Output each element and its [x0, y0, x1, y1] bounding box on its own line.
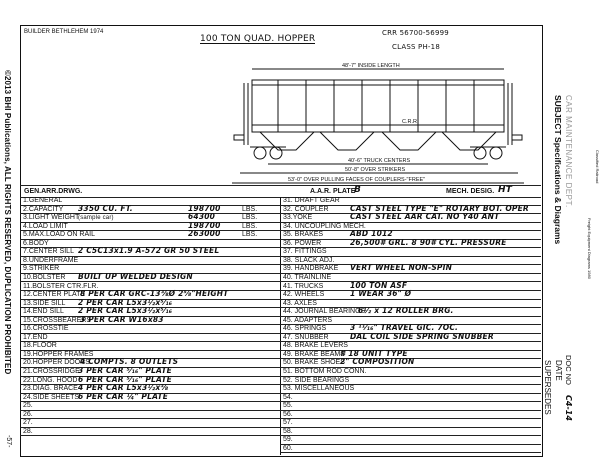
left-row-label: 4.LOAD LIMIT	[23, 222, 68, 230]
right-row-value: CAST STEEL TYPE "E" ROTARY BOT. OPER	[350, 203, 529, 213]
right-row-label: 42. WHEELS	[283, 291, 325, 299]
right-margin-line1: Classified Railroad	[595, 150, 600, 184]
right-row-label: 38. SLACK ADJ.	[283, 256, 335, 264]
left-row-label: 8.UNDERFRAME	[23, 256, 79, 264]
right-row-label: 45. ADAPTERS	[283, 316, 333, 324]
left-row-unit: LBS.	[242, 222, 258, 230]
subject-line: SUBJECT Specifications & Diagrams	[553, 95, 563, 245]
right-row-value: 6½ x 12 ROLLER BRG.	[358, 306, 454, 316]
right-row	[280, 359, 541, 368]
left-row-unit: LBS.	[242, 231, 258, 239]
left-row-label: 11.BOLSTER CTR.FLR.	[23, 282, 99, 290]
doc-no-label: DOC NO	[564, 355, 573, 385]
left-row-label: 16.CROSSTIE	[23, 325, 69, 333]
left-row-label: 22.LONG. HOOD	[23, 376, 78, 384]
right-row-value: 100 TON ASF	[350, 280, 408, 290]
left-row	[20, 402, 280, 411]
left-row	[20, 203, 280, 215]
right-row-label: 53. MISCELLANEOUS	[283, 385, 355, 393]
right-row-label: 33.YOKE	[283, 214, 313, 222]
right-row	[280, 274, 541, 283]
car-class: CLASS PH-18	[392, 43, 440, 51]
doc-no-value: C4-14	[564, 395, 573, 421]
left-row-value: 3 PER CAR W16x83	[80, 314, 164, 324]
left-row-value: 2 PER CAR L5x3½x⁵⁄₁₆	[78, 306, 173, 316]
left-row	[20, 411, 280, 420]
left-row-label: 1.GENERAL	[23, 197, 63, 204]
right-row	[280, 223, 541, 232]
car-numbers: CRR 56700-56999	[382, 29, 449, 37]
left-row	[20, 257, 280, 266]
right-row-label: 36. POWER	[283, 239, 322, 247]
right-row-value: # 18 UNIT TYPE	[340, 348, 408, 358]
aar-plate-value: B	[354, 185, 362, 195]
left-row-label: 6.BODY	[23, 239, 49, 247]
dim-truck-centers: 40'-6" TRUCK CENTERS	[348, 158, 411, 164]
left-row-label: 5.MAX.LOAD ON RAIL	[23, 231, 95, 239]
right-margin-line2: Freight Equipment Diagrams 1980	[587, 218, 592, 279]
right-row	[280, 331, 541, 343]
right-row	[280, 445, 541, 454]
right-row-label: 35. BRAKES	[283, 231, 324, 239]
left-row-unit: LBS.	[242, 205, 258, 213]
right-row	[280, 291, 541, 300]
dim-over-couplers: 53'-0" OVER PULLING FACES OF COUPLERS-"FREE"	[288, 177, 426, 183]
mech-desig-label: MECH. DESIG.	[446, 188, 495, 195]
left-row-label: 20.HOPPER DOORS	[23, 359, 90, 367]
right-row-label: 40. TRAINLINE	[283, 273, 332, 281]
right-row-value: 3 ¹¹⁄₁₆" TRAVEL GIC. 7OC.	[350, 323, 459, 333]
left-row-value: 6 PER CAR ⁵⁄₁₆" PLATE	[78, 374, 172, 384]
left-row-label: 23.DIAG. BRACE	[23, 385, 78, 393]
right-row-value: 26,500# GRL. 8 90# CYL. PRESSURE	[350, 237, 507, 247]
right-row-label: 32. COUPLER	[283, 205, 329, 213]
right-row-value: ABD 1012	[350, 229, 393, 239]
left-row-label: 26.	[23, 410, 33, 418]
left-row-label: 12.CENTER PLATE	[23, 291, 86, 299]
left-row-value: 6 PER CAR ¼" PLATE	[78, 391, 169, 401]
right-row-label: 37. FITTINGS	[283, 248, 327, 256]
car-title: 100 TON QUAD. HOPPER	[200, 34, 316, 44]
right-row	[280, 265, 541, 274]
left-row	[20, 231, 280, 240]
right-row	[280, 385, 541, 394]
right-row-value: DAL COIL SIDE SPRING SNUBBER	[350, 331, 494, 341]
left-row-weight: 263000	[188, 229, 221, 239]
left-row-label: 28.	[23, 427, 33, 435]
gen-arr-drwg: GEN.ARR.DRWG.	[24, 188, 83, 195]
stamp-line: CAR MAINTENANCE DEPT.	[564, 95, 573, 208]
right-row-label: 31. DRAFT GEAR	[283, 197, 340, 204]
left-row-label: 25.	[23, 402, 33, 410]
supersedes-label: SUPERSEDES	[543, 360, 552, 415]
aar-plate-label: A.A.R. PLATE	[310, 188, 356, 195]
right-row-label: 34. UNCOUPLING MECH.	[283, 222, 366, 230]
left-row	[20, 391, 280, 403]
right-row-label: 41. TRUCKS	[283, 282, 324, 290]
left-row	[20, 428, 280, 437]
left-row-label: 13.SIDE SILL	[23, 299, 66, 307]
left-row	[20, 220, 280, 232]
right-row	[280, 428, 541, 437]
mech-desig-value: HT	[498, 185, 513, 195]
right-row	[280, 342, 541, 351]
copyright-notice: ©2013 BHI Publications, ALL RIGHTS RESERVED, DUPLICATION PROHIBITED	[3, 70, 12, 375]
right-row-value: 2" COMPOSITION	[340, 357, 415, 367]
left-row	[20, 248, 280, 257]
left-row-label: 10.BOLSTER	[23, 273, 66, 281]
right-row-label: 60.	[283, 444, 293, 452]
left-row-value: 2 PER CAR L5x3½x⁵⁄₁₆	[78, 297, 173, 307]
left-row-value: 2 C5C13x1.9 A-572 GR 50 STEEL	[78, 246, 220, 256]
left-row-label: 9.STRIKER	[23, 265, 60, 273]
right-row-label: 58.	[283, 427, 293, 435]
right-row-label: 47. SNUBBER	[283, 333, 329, 341]
right-row-label: 44. JOURNAL BEARINGS	[283, 308, 366, 316]
right-row-label: 59.	[283, 436, 293, 444]
right-row-label: 51. BOTTOM ROD CONN.	[283, 368, 367, 375]
dim-inside-length: 48'-7" INSIDE LENGTH	[342, 63, 400, 69]
right-row-label: 52. SIDE BEARINGS	[283, 376, 350, 384]
left-row-label: 7.CENTER SILL	[23, 248, 74, 256]
hopper-car-diagram	[230, 55, 530, 190]
right-row-label: 46. SPRINGS	[283, 325, 327, 333]
right-row	[280, 394, 541, 403]
right-row-label: 49. BRAKE BEAMS	[283, 350, 345, 358]
left-row-weight: 64300	[188, 212, 216, 222]
right-row-label: 43. AXLES	[283, 299, 317, 307]
right-row-value: 1 WEAR 36" Ø	[350, 289, 412, 299]
right-row-label: 48. BRAKE LEVERS	[283, 342, 348, 350]
right-row-label: 55.	[283, 402, 293, 410]
left-row-label: 3.LIGHT WEIGHT	[23, 214, 80, 222]
right-row	[280, 419, 541, 428]
right-row	[280, 436, 541, 445]
left-row-label: 18.FLOOR	[23, 342, 57, 350]
left-row	[20, 314, 280, 326]
right-row-value: VERT WHEEL NON-SPIN	[350, 263, 453, 273]
left-row-label: 27.	[23, 419, 33, 427]
right-row-value: CAST STEEL AAR CAT. NO Y40 ANT	[350, 212, 500, 222]
right-row-label: 57.	[283, 419, 293, 427]
left-row-weight: 198700	[188, 220, 221, 230]
left-row	[20, 197, 280, 206]
left-row	[20, 271, 280, 283]
title-row-top	[20, 185, 541, 186]
left-row-value: 8 PER CAR GRC-13⅜Ø 2⅝"HEIGHT	[80, 289, 229, 299]
left-row-value: 4 COMPTS. 8 OUTLETS	[80, 357, 179, 367]
right-row	[280, 248, 541, 257]
left-row-label: 19.HOPPER FRAMES	[23, 350, 94, 358]
right-row-label: 54.	[283, 393, 293, 401]
left-row-value: 4 PER CAR L5x3½x⅜	[78, 383, 169, 393]
right-row-label: 50. BRAKE SHOES	[283, 359, 345, 367]
right-row	[280, 411, 541, 420]
page-number: -57-	[5, 435, 12, 448]
right-row	[280, 308, 541, 317]
left-row	[20, 214, 280, 223]
builder-label: BUILDER BETHLEHEM 1974	[24, 29, 104, 35]
left-row	[20, 342, 280, 351]
spec-sheet	[20, 25, 543, 457]
left-row-label: 2.CAPACITY	[23, 205, 64, 213]
right-row	[280, 214, 541, 223]
left-row-label: 17.END	[23, 333, 48, 341]
date-label: DATE	[554, 360, 563, 381]
left-row-value: 3350 CU. FT.	[78, 203, 133, 213]
left-row	[20, 325, 280, 334]
right-row	[280, 368, 541, 377]
left-row-label: 14.END SILL	[23, 308, 64, 316]
crr-mark: C.R.R.	[402, 119, 419, 125]
left-row-label: 15.CROSSBEARERS	[23, 316, 92, 324]
left-row	[20, 334, 280, 343]
left-row	[20, 419, 280, 428]
right-row	[280, 402, 541, 411]
left-row-weight: 198700	[188, 203, 221, 213]
right-row	[280, 377, 541, 386]
right-row	[280, 237, 541, 249]
left-row-label: 21.CROSSRIDGE	[23, 368, 80, 375]
right-row-label: 56.	[283, 410, 293, 418]
left-row-value: (sample car)	[78, 215, 114, 222]
left-row-label: 24.SIDE SHEETS	[23, 393, 80, 401]
left-row-unit: LBS.	[242, 214, 258, 222]
left-row-value: 3 PER CAR ⁵⁄₁₆" PLATE	[78, 366, 172, 375]
right-row-label: 39. HANDBRAKE	[283, 265, 339, 273]
left-row-value: BUILT UP WELDED DESIGN	[78, 271, 193, 281]
dim-over-strikers: 50'-8" OVER STRIKERS	[345, 167, 406, 173]
